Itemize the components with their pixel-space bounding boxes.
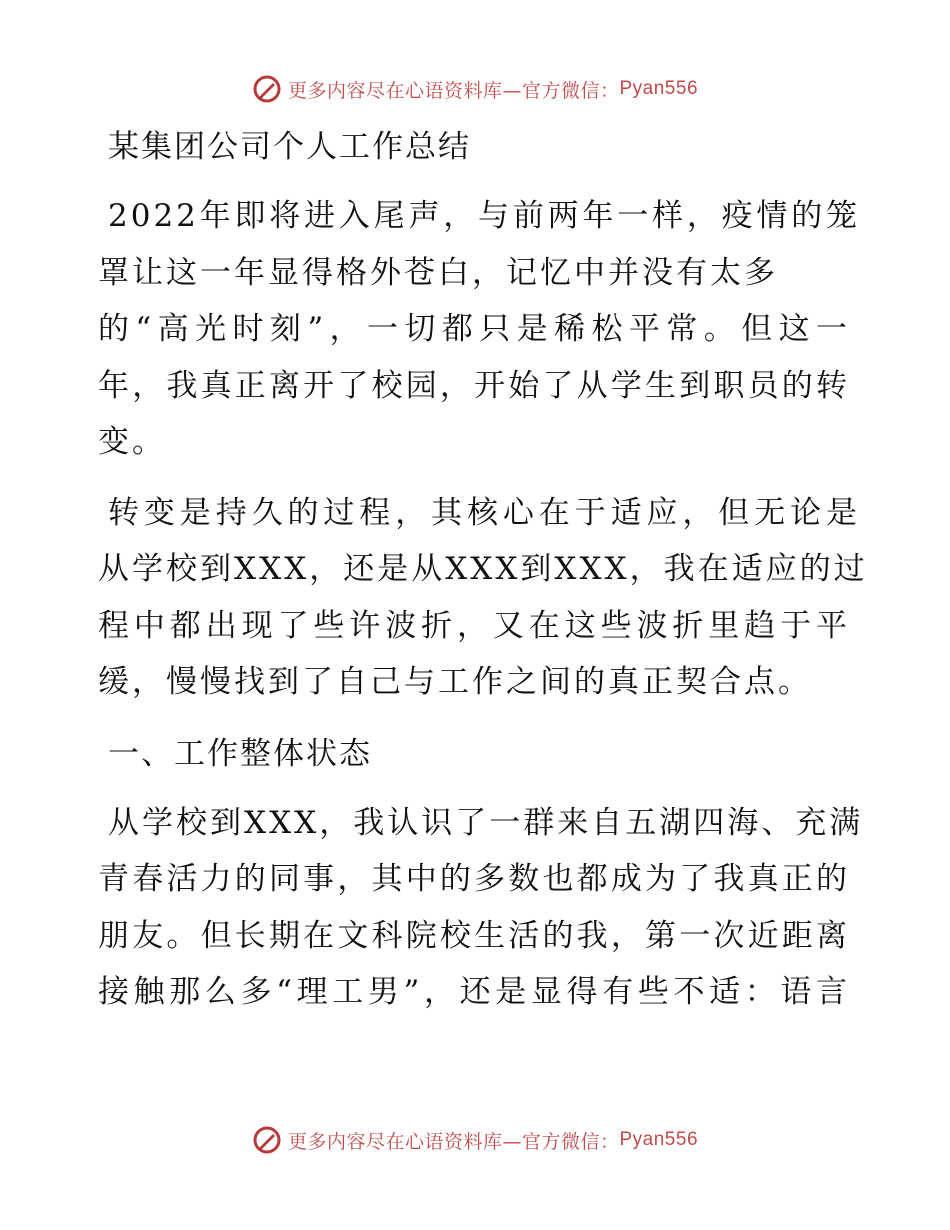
paragraph-line: 从学校到XXX，我认识了一群来自五湖四海、充满: [108, 804, 864, 841]
watermark-footer: [0, 1125, 950, 1155]
paragraph-line: 2022年即将进入尾声，与前两年一样，疫情的笼: [108, 198, 860, 234]
paragraph-line: 年，我真正离开了校园，开始了从学生到职员的转: [98, 367, 850, 404]
paragraph-line: 接触那么多“理工男”，还是显得有些不适：语言: [98, 974, 850, 1010]
paragraph-line: 程中都出现了些许波折，又在这些波折里趋于平: [98, 607, 850, 644]
paragraph-line: 变。: [98, 424, 166, 460]
paragraph-line: 的“高光时刻”，一切都只是稀松平常。但这一: [98, 311, 850, 347]
document-title: 某集团公司个人工作总结: [108, 129, 471, 165]
paragraph-line: 转变是持久的过程，其核心在于适应，但无论是: [108, 494, 860, 531]
paragraph-line: 罩让这一年显得格外苍白，记忆中并没有太多: [98, 254, 778, 291]
pen-circle-logo-icon: [252, 74, 282, 104]
paragraph-3: [98, 795, 864, 1021]
watermark-text: 更多内容尽在心语资料库—官方微信：: [287, 79, 620, 102]
document-body: [98, 120, 868, 1021]
paragraph-1: [98, 188, 858, 471]
watermark-header: [0, 74, 950, 104]
paragraph-line: 缓，慢慢找到了自己与工作之间的真正契合点。: [98, 664, 812, 700]
watermark-wechat-id: Pyan556: [619, 1129, 699, 1150]
pen-circle-logo-icon: [252, 1125, 282, 1155]
paragraph-line: 青春活力的同事，其中的多数也都成为了我真正的: [98, 861, 850, 897]
watermark-wechat-id: Pyan556: [619, 78, 699, 99]
paragraph-line: 朋友。但长期在文科院校生活的我，第一次近距离: [98, 917, 850, 954]
watermark-text: 更多内容尽在心语资料库—官方微信：: [287, 1130, 620, 1153]
paragraph-2: [98, 485, 868, 711]
section-heading: 一、工作整体状态: [108, 735, 372, 772]
paragraph-line: 从学校到XXX，还是从XXX到XXX，我在适应的过: [98, 551, 868, 587]
